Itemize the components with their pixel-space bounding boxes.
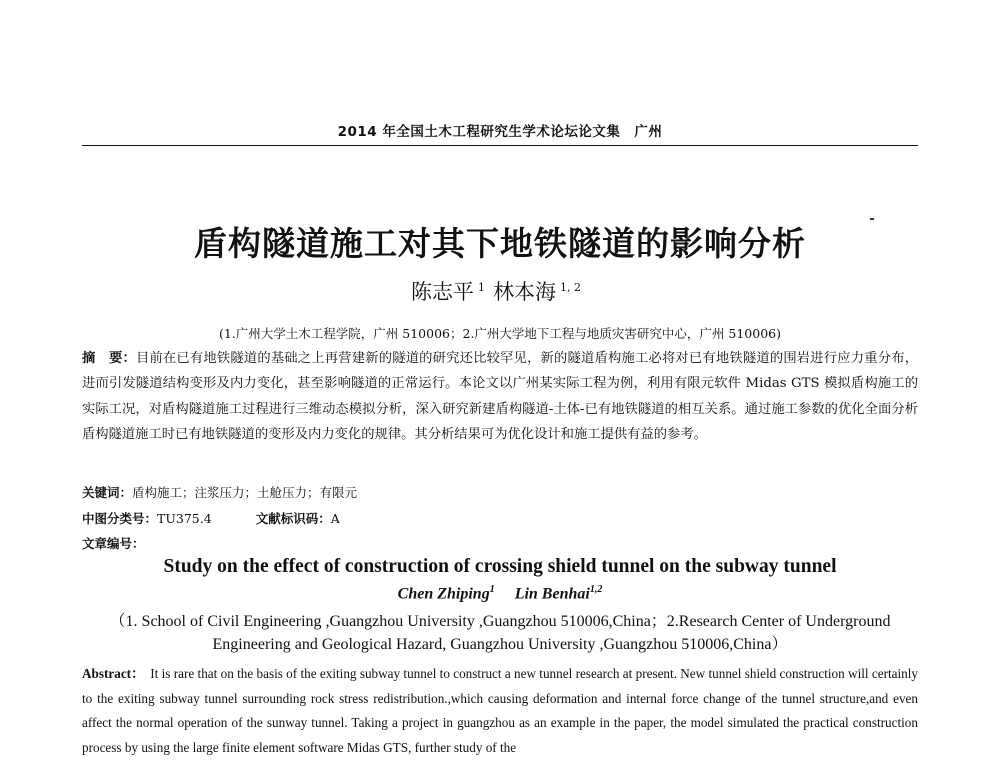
affiliation-cn: (1.广州大学土木工程学院，广州 510006；2.广州大学地下工程与地质灾害研究中心，广州 510006) (219, 326, 781, 341)
author-en-2-affil: 1,2 (589, 584, 603, 595)
paper-title-cn: 盾构隧道施工对其下地铁隧道的影响分析 (194, 224, 806, 263)
keywords (82, 483, 357, 501)
abstract-cn (82, 346, 918, 448)
author-cn-1: 陈志平 (411, 280, 474, 304)
proceedings-header: 2014 年全国土木工程研究生学术论坛论文集 广州 (337, 124, 663, 140)
abstract-en-label: Abstract： (82, 666, 145, 681)
authors-cn (82, 276, 918, 306)
abstract-en-text: It is rare that on the basis of the exiting subway tunnel to construct a new tunnel research at present. New tunnel shield construction will certainly to the exiting subway tunnel surrounding rock stress redistribution.,which causing deformation and internal force change of the tunnel structure,and even affect the normal operation of the sunway tunnel. Taking a project in guangzhou as an example in the paper, the model simulated the practical construction process by using the large finite element software Midas GTS, further study of the (82, 666, 918, 755)
abstract-cn-text: 目前在已有地铁隧道的基础之上再营建新的隧道的研究还比较罕见，新的隧道盾构施工必将对已有地铁隧道的围岩进行应力重分布，进而引发隧道结构变形及内力变化，甚至影响隧道的正常运行。本论文以广州某实际工程为例，利用有限元软件 Midas GTS 模拟盾构施工的实际工况，对盾构隧道施工过程进行三维动态模拟分析，深入研究新建盾构隧道-土体-已有地铁隧道的相互关系。通过施工参数的优化全面分析盾构隧道施工时已有地铁隧道的变形及内力变化的规律。其分析结果可为优化设计和施工提供有益的参考。 (82, 351, 919, 443)
keywords-label: 关键词： (82, 485, 133, 500)
paper-title-en: Study on the effect of construction of crossing shield tunnel on the subway tunnel (163, 556, 837, 577)
author-en-2: Lin Benhai (514, 585, 590, 603)
author-cn-1-affil: 1 (478, 281, 485, 294)
authors-en (82, 584, 918, 603)
affiliation-en-line-2: Engineering and Geological Hazard, Guangzhou University ,Guangzhou 510006,China） (212, 636, 788, 653)
affiliation-en-line-1: （1. School of Civil Engineering ,Guangzhou University ,Guangzhou 510006,China；2.Research Center of Underground (109, 613, 891, 630)
classification-line (82, 509, 340, 527)
article-number-label: 文章编号： (82, 536, 145, 551)
author-cn-2: 林本海 (493, 280, 556, 304)
author-en-1: Chen Zhiping (397, 585, 490, 603)
affiliation-en (82, 610, 918, 656)
clc-value: TU375.4 (157, 511, 212, 526)
author-en-1-affil: 1 (489, 584, 495, 595)
keywords-text: 盾构施工；注浆压力；土舱压力；有限元 (132, 485, 358, 500)
clc-label: 中图分类号： (82, 511, 158, 526)
abstract-cn-label: 摘 要： (82, 351, 136, 366)
doc-code-label: 文献标识码： (255, 511, 331, 526)
header-rule (82, 145, 918, 146)
doc-code-value: A (330, 511, 340, 526)
author-cn-2-affil: 1, 2 (560, 281, 581, 294)
abstract-en (82, 662, 918, 760)
article-number (82, 534, 145, 552)
